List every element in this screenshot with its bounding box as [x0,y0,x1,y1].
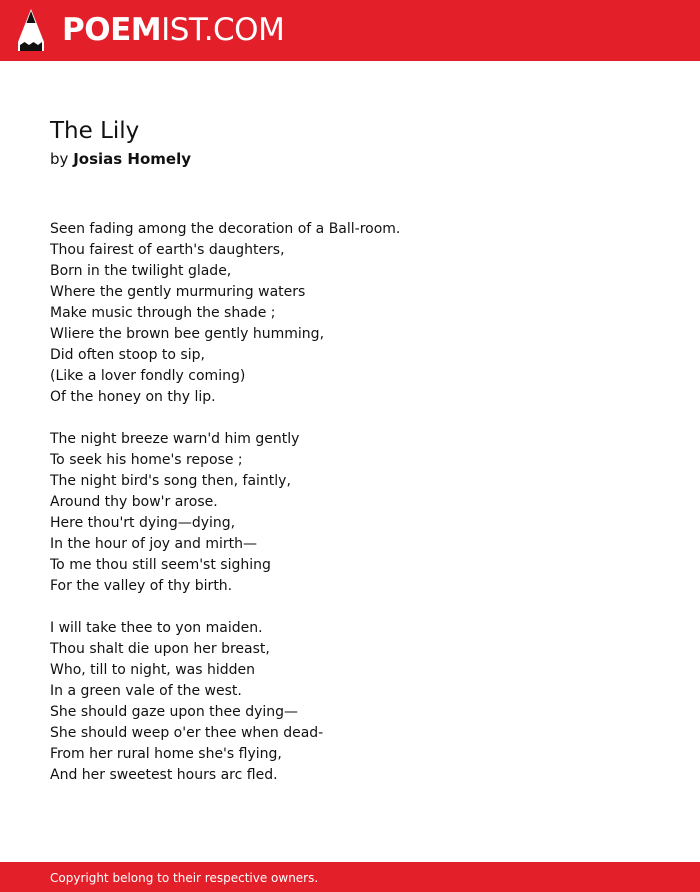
site-footer [0,862,700,892]
poem-line: Thou shalt die upon her breast, [50,641,270,657]
byline [50,149,191,169]
poem-line: Who, till to night, was hidden [50,662,256,678]
poem-line: Wliere the brown bee gently humming, [50,326,325,342]
poem-line: To me thou still seem'st sighing [50,557,271,573]
poem-title: The Lily [50,118,140,144]
stanza [50,618,670,786]
poem-line: Born in the twilight glade, [50,263,232,279]
poem-line: I will take thee to yon maiden. [50,620,263,636]
poem-line: Where the gently murmuring waters [50,284,306,300]
poem-line: Did often stoop to sip, [50,347,205,363]
poem-line: To seek his home's repose ; [50,452,243,468]
poem-body [50,219,670,807]
poem-line: The night bird's song then, faintly, [50,473,291,489]
poem-line: She should weep o'er thee when dead- [50,725,324,741]
brand-bold: POEM [62,12,162,48]
site-logo-text[interactable] [62,12,284,48]
brand-rest: IST.COM [161,12,285,48]
poem-line: In a green vale of the west. [50,683,242,699]
poem-line: The night breeze warn'd him gently [50,431,300,447]
poem-line: Make music through the shade ; [50,305,276,321]
poem-line: Thou fairest of earth's daughters, [50,242,285,258]
poem-line: From her rural home she's flying, [50,746,282,762]
stanza [50,429,670,597]
copyright-notice: Copyright belong to their respective owners. [50,871,319,885]
poem-line: And her sweetest hours arc fled. [50,767,278,783]
poem-line: Of the honey on thy lip. [50,389,216,405]
by-label: by [50,150,69,168]
poem-line: Around thy bow'r arose. [50,494,218,510]
site-header [0,0,700,61]
poem-line: Here thou'rt dying—dying, [50,515,236,531]
poem-line: Seen fading among the decoration of a Ball-room. [50,221,401,237]
poem-line: In the hour of joy and mirth— [50,536,257,552]
poem-line: She should gaze upon thee dying— [50,704,299,720]
author-name: Josias Homely [73,150,191,168]
poem-line: For the valley of thy birth. [50,578,233,594]
stanza [50,219,670,408]
pencil-tip-icon[interactable] [18,9,44,51]
poem-line: (Like a lover fondly coming) [50,368,246,384]
